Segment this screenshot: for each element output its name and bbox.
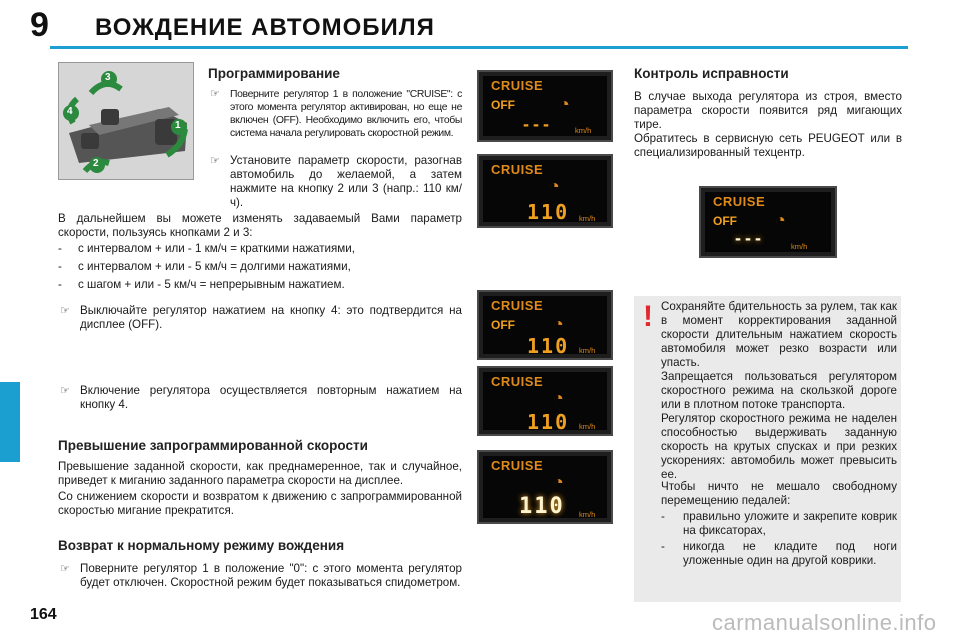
programming-dash-item: - с интервалом + или - 1 км/ч = краткими нажатиями, [58,242,355,255]
pointer-icon: ☞ [60,305,70,317]
page-number: 164 [30,606,57,623]
chapter-tab [0,382,20,462]
callout-4: 4 [67,106,73,117]
warning-p4: Чтобы ничто не мешало свободному перемещению педалей: [661,480,897,507]
warning-p3: Регулятор скоростного режима не наделен способностью выдерживать заданную скорость на крутых спусках и при резких ускорениях: автомобиль может превысить ее. [661,412,897,481]
control-p1: В случае выхода регулятора из строя, вместо параметра скорости появится ряд мигающих тире. [634,90,902,131]
speedometer-icon: ◔ [553,314,564,334]
control-title: Контроль исправности [634,66,789,81]
pointer-icon: ☞ [60,385,70,397]
programming-step2-text: Установите параметр скорости, разогнав автомобиль до желаемой, а затем нажмите на кнопку 2 или 3 (напр.: 110 км/ч). [230,154,462,209]
cruise-stalk-photo [58,62,194,180]
warning-p1: Сохраняйте бдительность за рулем, так как в момент корректирования заданной скорости длительным нажатием скорость автомобиля может резко возрасти или упасть. [661,300,897,369]
speedometer-icon: ◔ [559,94,570,114]
programming-title: Программирование [208,66,340,81]
programming-step2 [210,154,462,210]
cruise-display-speed: CRUISE ◔ 110 km/h [477,154,613,228]
pointer-icon: ☞ [60,563,70,575]
on-step: ☞ Включение регулятора осуществляется повторным нажатием на кнопку 4. [60,384,462,411]
programming-intro: В дальнейшем вы можете изменять задаваемый Вами параметр скорости, пользуясь кнопками 2 и 3: [58,212,462,239]
exceed-p1: Превышение заданной скорости, как преднамеренное, так и случайное, приведет к миганию заданного параметра скорости на дисплее. [58,460,462,487]
header-rule [50,46,908,49]
cruise-display-off-dashes: CRUISE OFF ◔ --- km/h [477,70,613,142]
normal-mode-step: ☞ Поверните регулятор 1 в положение "0": с этого момента регулятор будет отключен. Скоростной режим будет показываться спидометром. [60,562,462,589]
cruise-display-active: CRUISE ◔ 110 km/h [477,366,613,436]
programming-step1 [210,88,462,140]
speedometer-icon: ◔ [553,472,564,492]
speedometer-icon: ◔ [553,388,564,408]
callout-1: 1 [175,120,181,131]
normal-mode-title: Возврат к нормальному режиму вождения [58,538,345,553]
programming-dash-item: - с интервалом + или - 5 км/ч = долгими нажатиями, [58,260,351,273]
watermark: carmanualsonline.info [712,610,937,635]
speedometer-icon: ◔ [549,176,560,196]
warning-icon: ! [643,300,653,333]
warning-dash-item: - никогда не кладите под ноги уложенные один на другой коврики. [661,540,897,567]
pointer-icon: ☞ [210,88,220,100]
warning-dash-item: - правильно уложите и закрепите коврик на фиксаторах, [661,510,897,537]
pointer-icon: ☞ [210,155,220,167]
programming-step1-text: Поверните регулятор 1 в положение "CRUISE": с этого момента регулятор активирован, но еще не включен (OFF). Необходимо включить его, чтобы система начала регулировать скоростной режим. [230,89,462,139]
chapter-title: ВОЖДЕНИЕ АВТОМОБИЛЯ [95,14,435,41]
control-p2: Обратитесь в сервисную сеть PEUGEOT или в специализированный техцентр. [634,132,902,159]
exceed-title: Превышение запрограммированной скорости [58,438,368,453]
programming-dash-item: - с шагом + или - 5 км/ч = непрерывным нажатием. [58,278,345,291]
speedometer-icon: ◔ [775,210,786,230]
callout-3: 3 [105,72,111,83]
exceed-p2: Со снижением скорости и возвратом к движению с запрограммированной скоростью мигание прекратится. [58,490,462,517]
chapter-number: 9 [30,6,49,44]
callout-2: 2 [93,158,99,169]
cruise-display-flashing: CRUISE ◔ 110 km/h [477,450,613,524]
cruise-display-off-speed: CRUISE OFF ◔ 110 km/h [477,290,613,360]
warning-p2: Запрещается пользоваться регулятором скоростного режима на скользкой дороге или в плотном потоке транспорта. [661,370,897,411]
cruise-display-fault: CRUISE OFF ◔ --- km/h [699,186,837,258]
off-step: ☞ Выключайте регулятор нажатием на кнопку 4: это подтвердится на дисплее (OFF). [60,304,462,331]
